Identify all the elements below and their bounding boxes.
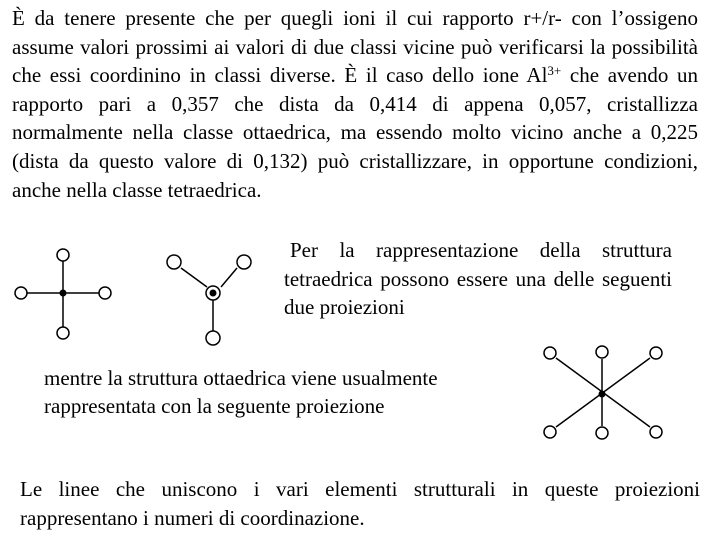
paragraph-intro-text-b: che avendo un rapporto pari a 0,357 che dista da 0,414 di appena 0,057, cristallizza normalmente nella classe ottaedrica, ma essendo molto vicino anche a 0,225 (dista da questo valore di 0,132) può cristallizzare, in opportune condizioni, anche nella classe tetraedrica. [12, 63, 698, 202]
oxygen-atom [544, 426, 556, 438]
oxygen-atom [596, 427, 608, 439]
paragraph-tetrahedral: Per la rappresentazione della struttura tetraedrica possono essere una delle seguenti due proiezioni [284, 238, 672, 320]
oxygen-atom [596, 346, 608, 358]
oxygen-atom [650, 426, 662, 438]
al-superscript: 3+ [547, 63, 562, 79]
central-cation [599, 391, 606, 398]
paragraph-conclusion: Le linee che uniscono i vari elementi strutturali in queste proiezioni rappresentano i numeri di coordinazione. [20, 477, 700, 530]
paragraph-octahedral: mentre la struttura ottaedrica viene usualmente rappresentata con la seguente proiezione [44, 366, 438, 418]
oxygen-atom [650, 347, 662, 359]
oxygen-atom [544, 347, 556, 359]
paragraph-intro-text-a: È da tenere presente che per quegli ioni il cui rapporto r+/r- con l’ossigeno assume valori prossimi ai valori di due classi vicine può verificarsi la possibilità che essi coordinino in classi diverse. È il caso dello ione Al [12, 6, 698, 88]
